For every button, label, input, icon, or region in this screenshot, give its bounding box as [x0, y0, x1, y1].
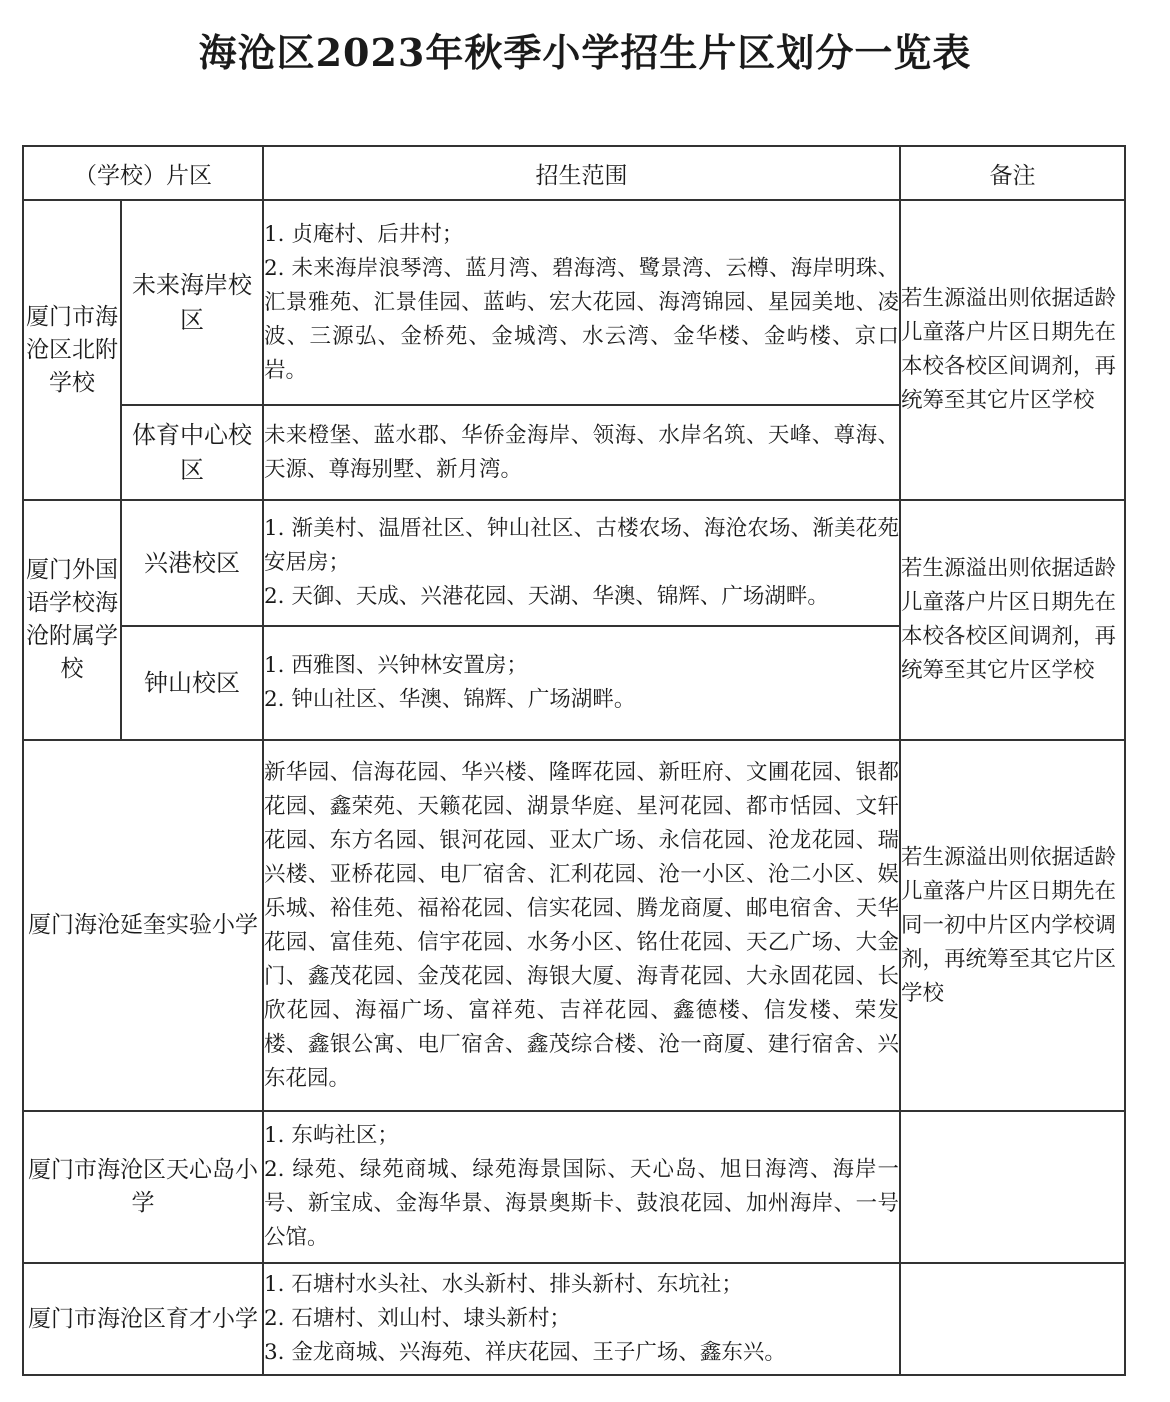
header-row — [23, 146, 1125, 200]
enrollment-table — [22, 145, 1126, 1376]
campus-name: 体育中心校区 — [121, 405, 263, 500]
enrollment-scope — [263, 1263, 900, 1375]
scope-line: 1. 东屿社区； — [264, 1123, 399, 1148]
school-name: 厦门海沧延奎实验小学 — [23, 740, 263, 1111]
scope-line: 2. 天御、天成、兴港花园、天湖、华澳、锦辉、广场湖畔。 — [264, 584, 829, 609]
remark: 若生源溢出则依据适龄儿童落户片区日期先在本校各校区间调剂，再统筹至其它片区学校 — [900, 200, 1125, 500]
school-name: 厦门市海沧区育才小学 — [23, 1263, 263, 1375]
scope-line: 1. 石塘村水头社、水头新村、排头新村、东坑社； — [264, 1272, 743, 1297]
scope-line: 1. 渐美村、温厝社区、钟山社区、古楼农场、海沧农场、渐美花苑安居房； — [264, 516, 899, 575]
enrollment-scope — [263, 200, 900, 405]
campus-name: 钟山校区 — [121, 626, 263, 740]
enrollment-scope: 未来橙堡、蓝水郡、华侨金海岸、领海、水岸名筑、天峰、尊海、天源、尊海别墅、新月湾。 — [263, 405, 900, 500]
table-row — [23, 1111, 1125, 1263]
scope-line: 3. 金龙商城、兴海苑、祥庆花园、王子广场、鑫东兴。 — [264, 1340, 786, 1365]
remark-empty — [900, 1263, 1125, 1375]
table-row — [23, 500, 1125, 626]
enrollment-scope: 新华园、信海花园、华兴楼、隆晖花园、新旺府、文圃花园、银都花园、鑫荣苑、天籁花园、湖景华庭、星河花园、都市恬园、文轩花园、东方名园、银河花园、亚太广场、永信花园、沧龙花园、瑞兴楼、亚桥花园、电厂宿舍、汇利花园、沧一小区、沧二小区、娱乐城、裕佳苑、福裕花园、信实花园、腾龙商厦、邮电宿舍、天华花园、富佳苑、信宇花园、水务小区、铭仕花园、天乙广场、大金门、鑫茂花园、金茂花园、海银大厦、海青花园、大永固花园、长欣花园、海福广场、富祥苑、吉祥花园、鑫德楼、信发楼、荣发楼、鑫银公寓、电厂宿舍、鑫茂综合楼、沧一商厦、建行宿舍、兴东花园。 — [263, 740, 900, 1111]
header-district: （学校）片区 — [23, 146, 263, 200]
header-note: 备注 — [900, 146, 1125, 200]
school-name: 厦门市海沧区北附学校 — [23, 200, 121, 500]
page-title: 海沧区2023年秋季小学招生片区划分一览表 — [198, 30, 972, 75]
header-scope: 招生范围 — [263, 146, 900, 200]
scope-line: 2. 石塘村、刘山村、埭头新村； — [264, 1306, 571, 1331]
scope-line: 2. 未来海岸浪琴湾、蓝月湾、碧海湾、鹭景湾、云樽、海岸明珠、汇景雅苑、汇景佳园、蓝屿、宏大花园、海湾锦园、星园美地、凌波、三源弘、金桥苑、金城湾、水云湾、金华楼、金屿楼、京口岩。 — [264, 255, 899, 383]
remark: 若生源溢出则依据适龄儿童落户片区日期先在同一初中片区内学校调剂，再统筹至其它片区学校 — [900, 740, 1125, 1111]
campus-name: 未来海岸校区 — [121, 200, 263, 405]
enrollment-scope — [263, 500, 900, 626]
table-row — [23, 740, 1125, 1111]
table-row — [23, 200, 1125, 405]
scope-line: 1. 西雅图、兴钟林安置房； — [264, 653, 528, 678]
scope-line: 2. 绿苑、绿苑商城、绿苑海景国际、天心岛、旭日海湾、海岸一号、新宝成、金海华景、海景奥斯卡、鼓浪花园、加州海岸、一号公馆。 — [264, 1157, 899, 1250]
scope-line: 1. 贞庵村、后井村； — [264, 221, 464, 247]
school-name: 厦门市海沧区天心岛小学 — [23, 1111, 263, 1263]
scope-line: 2. 钟山社区、华澳、锦辉、广场湖畔。 — [264, 687, 636, 712]
campus-name: 兴港校区 — [121, 500, 263, 626]
remark: 若生源溢出则依据适龄儿童落户片区日期先在本校各校区间调剂，再统筹至其它片区学校 — [900, 500, 1125, 740]
enrollment-scope — [263, 626, 900, 740]
enrollment-scope — [263, 1111, 900, 1263]
table-row — [23, 1263, 1125, 1375]
school-name: 厦门外国语学校海沧附属学校 — [23, 500, 121, 740]
remark-empty — [900, 1111, 1125, 1263]
